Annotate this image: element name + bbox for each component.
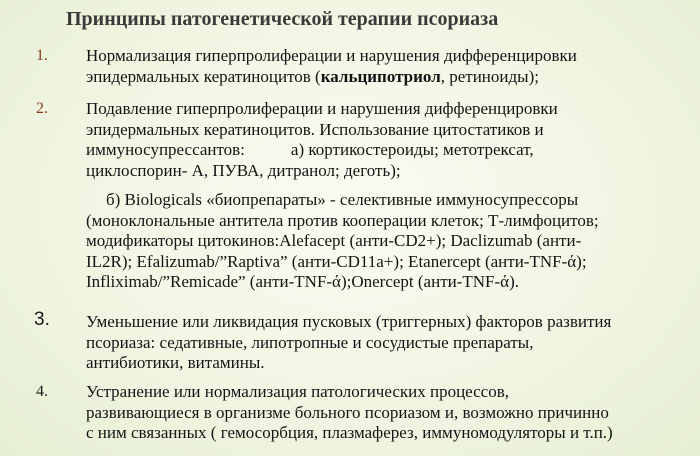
list-number-2: 2. (36, 100, 48, 117)
item-4-line-2: развивающиеся в организме больного псориазом и, возможно причинно (86, 402, 609, 422)
subsection-b-line-5: Infliximab/”Remicade” (анти-TNF-ά);Onercept (анти-TNF-ά). (86, 272, 519, 292)
item-2-line-2: эпидермальных кератиноцитов. Использование цитостатиков и (86, 119, 544, 139)
subsection-b-line-3: модификаторы цитокинов:Alefacept (анти-CD2+); Daclizumab (анти- (86, 231, 582, 251)
list-item-3 (34, 309, 692, 374)
item-1-line-1: Нормализация гиперпролиферации и нарушения дифференцировки (86, 46, 577, 65)
item-3-line-1: Уменьшение или ликвидация пусковых (триггерных) факторов развития (86, 312, 612, 331)
item-2-text-a: иммуносупрессантов: (86, 140, 245, 160)
item-2-line-4: циклоспорин- А, ПУВА, дитранол; деготь); (86, 160, 401, 180)
item-3-line-2: псориаза: седативные, липотропные и сосудистые препараты, (86, 332, 534, 352)
item-4-line-1: Устранение или нормализация патологических процессов, (86, 382, 510, 401)
slide-title: Принципы патогенетической терапии псориаза (66, 8, 499, 30)
item-1-bold-term: кальципотриол (320, 66, 441, 86)
item-2-line-1: Подавление гиперпролиферации и нарушения дифференцировки (86, 99, 558, 118)
item-1-text-post: , ретиноиды); (440, 66, 539, 86)
item-1-line-2 (86, 67, 692, 88)
list-number-1: 1. (36, 47, 48, 64)
item-1-text-pre: эпидермальных кератиноцитов ( (86, 66, 321, 86)
item-2-text-b: а) кортикостероиды; метотрексат, (290, 140, 534, 160)
subsection-b-line-2: (моноклональные антитела против кооперации клеток; Т-лимфоцитов; (86, 210, 599, 230)
subsection-b-line-4: IL2R); Efalizumab/”Raptiva” (анти-CD11a+); Etanercept (анти-TNF-ά); (86, 251, 587, 271)
list-item-2 (36, 99, 692, 181)
item-2-line-3 (86, 140, 692, 161)
list-item-4 (36, 382, 692, 444)
list-item-1 (36, 46, 692, 87)
subsection-b-line-1: б) Biologicals «биопрепараты» - селективные иммуносупрессоры (106, 190, 579, 209)
item-3-line-3: антибиотики, витамины. (86, 353, 265, 373)
subsection-b (86, 190, 692, 293)
item-4-line-3: с ним связанных ( гемосорбция, плазмаферез, иммуномодуляторы и т.п.) (86, 423, 613, 443)
list-number-4: 4. (36, 383, 48, 400)
list-number-3: 3. (34, 309, 50, 330)
